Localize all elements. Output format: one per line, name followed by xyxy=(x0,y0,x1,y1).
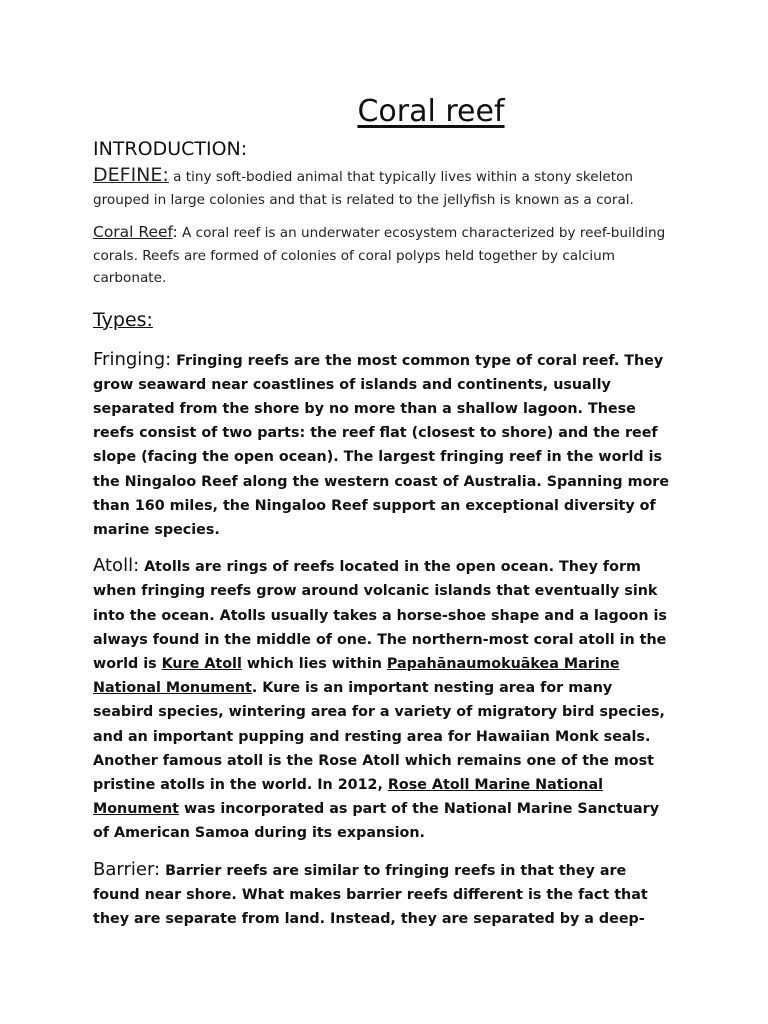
atoll-text-2: which lies within xyxy=(241,655,387,672)
intro-heading: INTRODUCTION: xyxy=(93,138,248,160)
rose-atoll-monument-link[interactable]: Rose Atoll Marine National Monument xyxy=(93,776,604,818)
barrier-heading: Barrier: xyxy=(93,858,161,880)
barrier-text: Barrier reefs are similar to fringing reefs in that they are found near shore. What makes barrier reefs different is the fact that they are separate from land. Instead, they are separated by a deep- xyxy=(93,862,648,927)
fringing-text: Fringing reefs are the most common type of coral reef. They grow seaward near coastlines of islands and continents, usually separated from the shore by no more than a shallow lagoon. These reefs consist of two parts: the reef flat (closest to shore) and the reef slope (facing the open ocean). The largest fringing reef in the world is the Ningaloo Reef along the western coast of Australia. Spanning more than 160 miles, the Ningaloo Reef support an exceptional diversity of marine species. xyxy=(93,352,670,538)
define-heading: DEFINE: xyxy=(93,164,169,186)
coral-reef-heading: Coral Reef xyxy=(93,223,173,241)
page-title: Coral reef xyxy=(357,94,505,129)
define-text: a tiny soft-bodied animal that typically lives within a stony skeleton grouped in large colonies and that is related to the jellyfish is known as a coral. xyxy=(93,169,634,208)
fringing-paragraph xyxy=(93,348,675,543)
coral-reef-colon: : xyxy=(172,223,178,241)
coral-reef-text: A coral reef is an underwater ecosystem characterized by reef-building corals. Reefs are formed of colonies of coral polyps held together by calcium carbonate. xyxy=(93,225,666,286)
types-heading: Types: xyxy=(93,308,153,331)
barrier-paragraph xyxy=(93,858,675,932)
fringing-heading: Fringing: xyxy=(93,348,172,370)
atoll-text-4: was incorporated as part of the National Marine Sanctuary of American Samoa during its expansion. xyxy=(93,801,660,842)
atoll-paragraph xyxy=(93,554,675,845)
coral-reef-paragraph xyxy=(93,221,675,290)
define-paragraph xyxy=(93,164,675,211)
atoll-heading: Atoll: xyxy=(93,555,140,577)
atoll-text-1: Atolls are rings of reefs located in the open ocean. They form when fringing reefs grow around volcanic islands that eventually sink into the ocean. Atolls usually takes a horse-shoe shape and a lagoon is always found in the middle of one. The northern-most coral atoll in the world is xyxy=(93,559,667,672)
atoll-text-3: . Kure is an important nesting area for many seabird species, wintering area for a variety of migratory bird species, and an important pupping and resting area for Hawaiian Monk seals. Another famous atoll is the Rose Atoll which remains one of the most pristine atolls in the world. In 2012, xyxy=(93,680,665,793)
kure-atoll-link[interactable]: Kure Atoll xyxy=(161,655,242,672)
papahanaumokuakea-link[interactable]: Papahānaumokuākea Marine National Monument xyxy=(93,655,620,697)
document-body xyxy=(93,136,675,943)
